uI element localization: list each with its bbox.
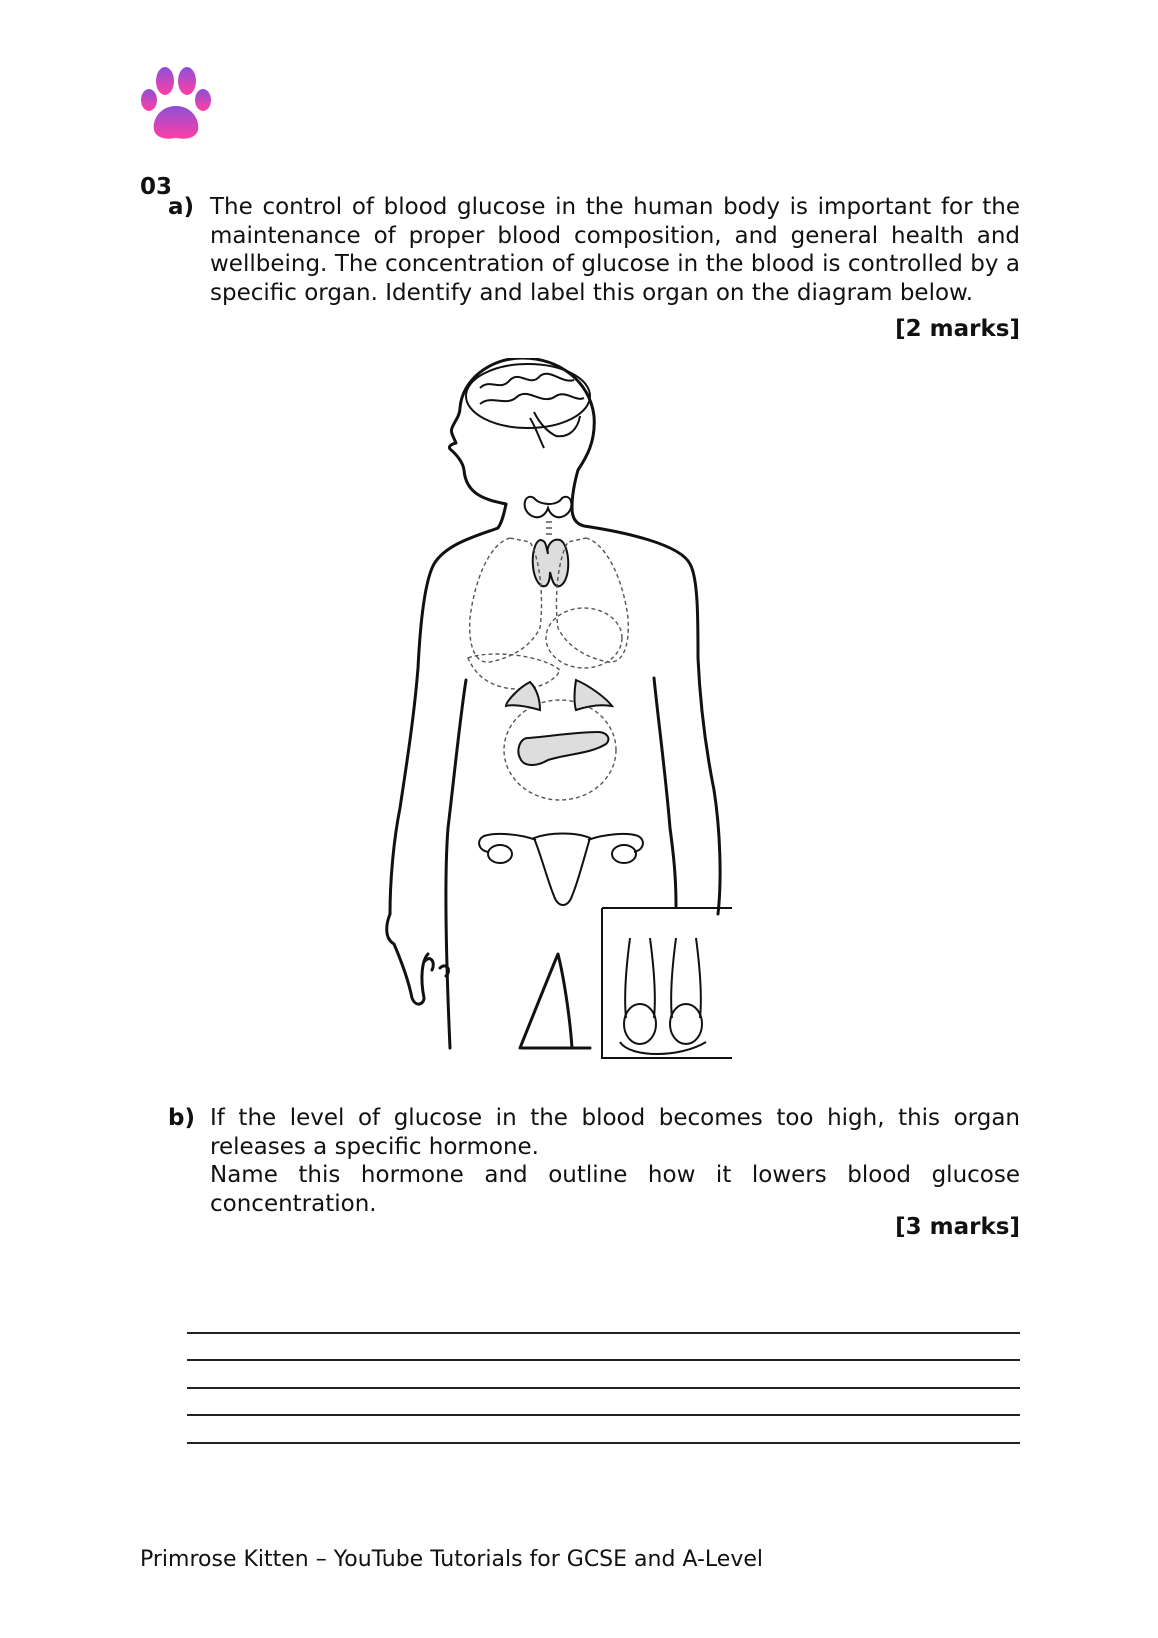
uterus [534, 834, 590, 906]
left-lung [470, 538, 542, 662]
part-b-marks: [3 marks] [895, 1214, 1020, 1240]
left-testis [624, 1004, 656, 1044]
left-fallopian-tube [479, 834, 536, 852]
part-a-marks: [2 marks] [895, 316, 1020, 342]
stomach [546, 608, 622, 668]
thyroid [525, 497, 572, 518]
right-ovary [612, 845, 636, 863]
inset-frame [602, 908, 732, 1058]
part-b-label: b) [168, 1105, 195, 1131]
answer-lines[interactable] [187, 1306, 1020, 1444]
part-b-text-1: If the level of glucose in the blood becomes too high, this organ releases a specific hormone. [210, 1105, 1020, 1160]
liver [468, 654, 560, 689]
part-b-text-2: Name this hormone and outline how it lowers blood glucose concentration. [210, 1162, 1020, 1217]
paw-print-icon [140, 66, 212, 142]
answer-line[interactable] [187, 1334, 1020, 1362]
question-number: 03 [140, 174, 173, 200]
pancreas [518, 732, 608, 765]
part-b-text [210, 1104, 1020, 1218]
left-adrenal-gland [506, 682, 540, 710]
answer-line[interactable] [187, 1361, 1020, 1389]
question-part-a [168, 193, 1020, 307]
answer-line[interactable] [187, 1416, 1020, 1444]
part-a-label: a) [168, 194, 195, 220]
footer: Primrose Kitten – YouTube Tutorials for GCSE and A-Level [140, 1547, 763, 1572]
right-testis [670, 1004, 702, 1044]
part-a-text: The control of blood glucose in the human body is important for the maintenance of proper blood composition, and general health and wellbeing. The concentration of glucose in the blood is controlled by a specific organ. Identify and label this organ on the diagram below. [210, 194, 1020, 306]
answer-line[interactable] [187, 1389, 1020, 1417]
human-body-diagram[interactable] [380, 358, 770, 1114]
answer-line[interactable] [187, 1306, 1020, 1334]
body-outline [449, 358, 720, 914]
left-ovary [488, 845, 512, 863]
right-adrenal-gland [575, 680, 613, 710]
question-part-b [168, 1104, 1020, 1218]
